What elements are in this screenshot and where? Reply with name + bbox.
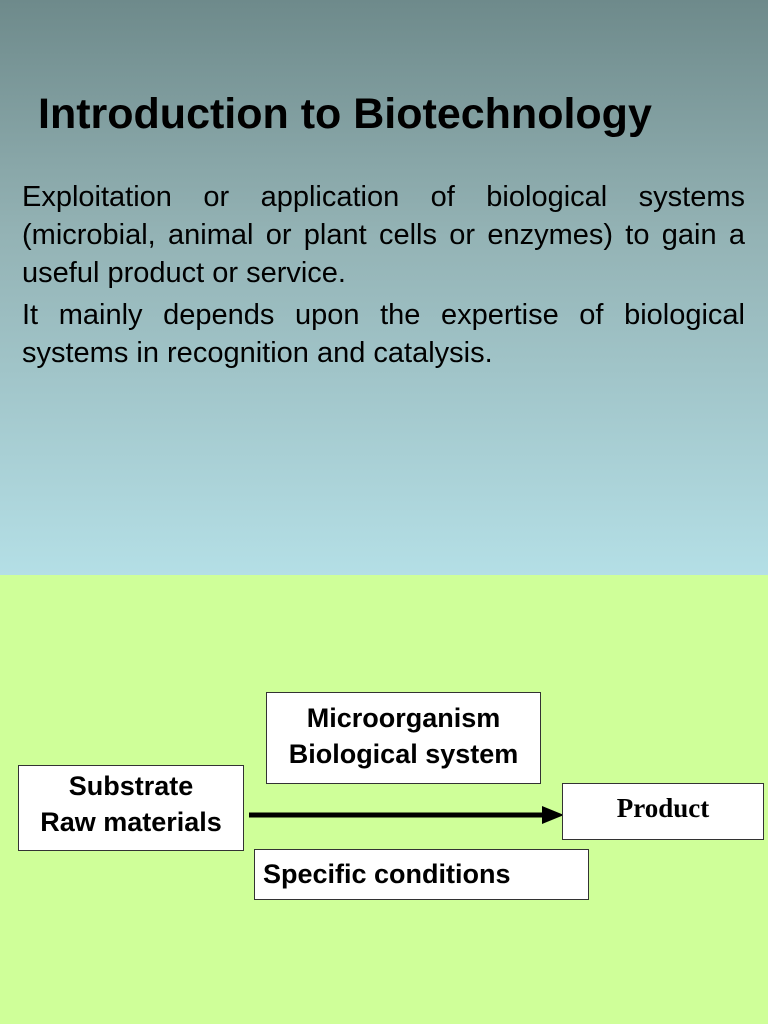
product-label: Product: [616, 793, 710, 823]
arrow-head: [542, 806, 564, 824]
substrate-box: [18, 765, 244, 851]
microorganism-label: Microorganism: [306, 703, 501, 733]
microorganism-box: [266, 692, 541, 784]
definition-paragraph: Exploitation or application of biological systems (microbial, animal or plant cells or enzymes) to gain a useful product or service.: [22, 181, 745, 289]
product-box: [562, 783, 764, 840]
substrate-label: Substrate: [68, 771, 194, 801]
conditions-label: Specific conditions: [263, 859, 511, 889]
biological-system-label: Biological system: [288, 739, 519, 769]
dependence-paragraph: It mainly depends upon the expertise of biological systems in recognition and catalysis.: [22, 299, 745, 369]
process-arrow: [246, 800, 568, 830]
page-title: Introduction to Biotechnology: [38, 90, 652, 138]
conditions-box: [254, 849, 589, 900]
raw-materials-label: Raw materials: [40, 807, 222, 837]
